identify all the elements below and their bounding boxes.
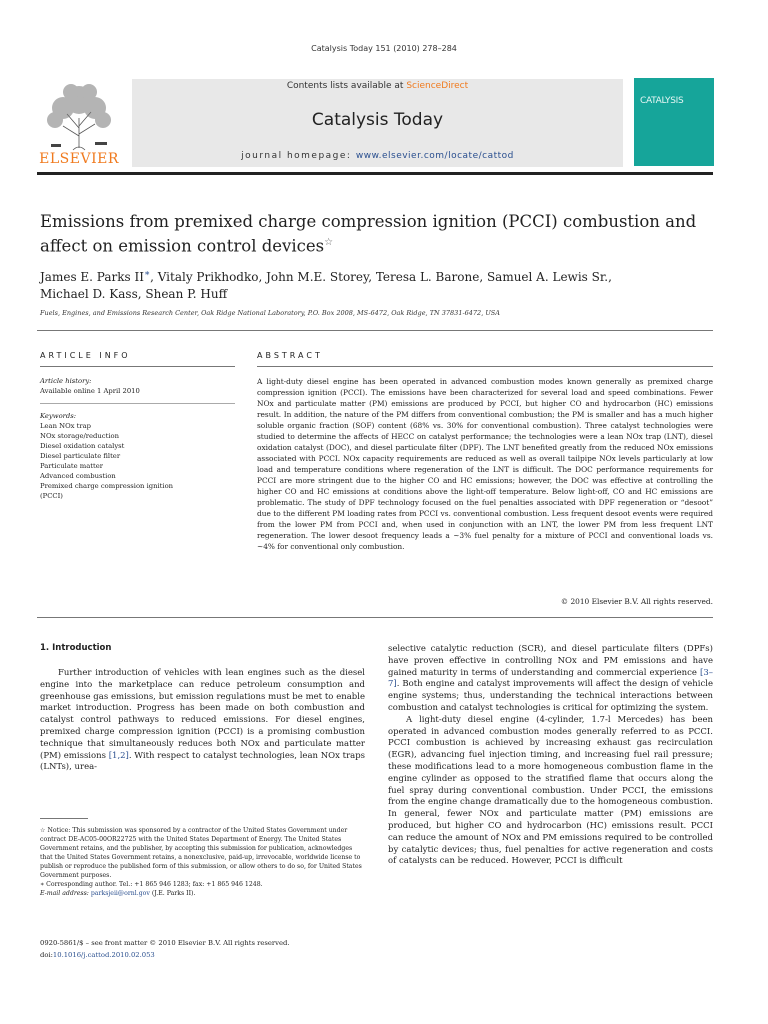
author-affiliation: Fuels, Engines, and Emissions Research Center, Oak Ridge National Laboratory, P.O. Box 2008, MS-6472, Oak Ridge, TN 37831-6472, USA (40, 309, 500, 317)
citation-ref-link[interactable]: [1,2] (108, 750, 129, 761)
email-label: E-mail address: (40, 890, 91, 897)
article-info-divider (40, 366, 235, 367)
header-divider (37, 172, 713, 175)
keyword-item: Premixed charge compression ignition (40, 482, 174, 490)
citation-ref-link[interactable]: [3–7] (388, 667, 713, 690)
keyword-item: Diesel oxidation catalyst (40, 442, 125, 450)
journal-cover-thumbnail (634, 78, 714, 166)
article-title (40, 211, 720, 257)
footnotes (40, 826, 365, 898)
doi-line (40, 949, 365, 961)
authors-line2: Michael D. Kass, Shean P. Huff (40, 287, 228, 301)
doi-label: doi: (40, 951, 53, 959)
keyword-item: Lean NOx trap (40, 422, 92, 430)
article-history-value: Available online 1 April 2010 (40, 387, 140, 395)
contents-availability (132, 81, 623, 91)
issn-doi-block (40, 937, 365, 961)
abstract-text: A light-duty diesel engine has been operated in advanced combustion modes known generally as premixed charge compression ignition (PCCI). The emissions have been characterized for several load and speed combinations. Fewer NOx and particulate matter (PM) emissions are produced by PCCI, but higher CO and hydrocarbon (HC) emissions result. In addition, the nature of the PM differs from conventional combustion; the PM is smaller and has a much higher soluble organic fraction (SOF) content (68% vs. 30% for conventional combustion). Three catalyst technologies were studied to determine the affects of HECC on catalyst performance; the technologies were a lean NOx trap (LNT), diesel oxidation catalyst (DOC), and diesel particulate filter (DPF). The LNT benefited greatly from the reduced NOx emissions associated with PCCI. NOx capacity requirements are reduced as well as overall tailpipe NOx levels particularly at low load and temperature conditions where regeneration of the LNT is difficult. The DOC performance requirements for PCCI are more stringent due to the higher CO and HC emissions; however, the DOC was effective at controlling the higher CO and HC emissions at conditions above the light-off temperature. Below light-off, CO and HC emissions are problematic. The study of DPF technology focused on the fuel penalties associated with DPF regeneration or “desoot” due to the different PM loading rates from PCCI vs. conventional combustion. Less frequent desoot events were required from the lower PM from PCCI and, when used in conjunction with an LNT, the lower PM from less frequent LNT regeneration. The lower desoot frequency leads a ~3% fuel penalty for a mixture of PCCI and conventional loads vs. ~4% for conventional only combustion. (257, 377, 713, 551)
intro-text-c: selective catalytic reduction (SCR), and diesel particulate filters (DPFs) have proven effective in controlling NOx and PM emissions and have gained maturity in terms of understanding and commercial experience (388, 644, 713, 678)
intro-paragraph-1 (40, 668, 365, 774)
intro-text-a: Further introduction of vehicles with lean engines such as the diesel engine into the marketplace can reduce petroleum consumption and greenhouse gas emissions, but emission regulations must be met to enable market introduction. Progress has been made on both combustion and catalyst control pathways to reduced emissions. For diesel engines, premixed charge compression ignition (PCCI) is a promising combustion technique that simultaneously reduces both NOx and particulate matter (PM) emissions (40, 668, 365, 761)
body-column-left (40, 668, 365, 774)
article-history-label: Article history: (40, 377, 92, 385)
intro-text-b: . With respect to catalyst technologies, lean NOx traps (LNTs), urea- (40, 750, 365, 773)
article-info-heading: ARTICLE INFO (40, 351, 131, 360)
introduction-heading: 1. Introduction (40, 643, 112, 653)
abstract-copyright: © 2010 Elsevier B.V. All rights reserved. (560, 597, 713, 606)
authors-rest: , Vitaly Prikhodko, John M.E. Storey, Teresa L. Barone, Samuel A. Lewis Sr., (150, 270, 612, 284)
sciencedirect-link[interactable]: ScienceDirect (406, 81, 469, 91)
email-footnote (40, 889, 365, 898)
keyword-item: Diesel particulate filter (40, 452, 121, 460)
keyword-item: Particulate matter (40, 462, 104, 470)
homepage-prefix: journal homepage: (241, 151, 356, 161)
doi-link[interactable]: 10.1016/j.cattod.2010.02.053 (52, 951, 155, 959)
abstract-divider (257, 366, 713, 367)
journal-citation: Catalysis Today 151 (2010) 278–284 (311, 44, 457, 53)
author-list (40, 266, 720, 303)
intro-text-d: . Both engine and catalyst improvements will affect the design of vehicle engine systems; thus, understanding the technical interactions between combustion and catalyst technologies is critical for optimizing the system. (388, 679, 713, 713)
author-primary[interactable]: James E. Parks II (40, 270, 144, 284)
abstract-bottom-divider (37, 617, 713, 618)
journal-name: Catalysis Today (311, 110, 444, 130)
corresponding-author-mark[interactable]: ∗ (143, 269, 151, 279)
homepage-link[interactable]: www.elsevier.com/locate/cattod (355, 151, 514, 161)
body-column-right (388, 644, 713, 868)
keyword-list (40, 421, 230, 501)
keyword-item: Advanced combustion (40, 472, 116, 480)
contents-prefix: Contents lists available at (286, 81, 407, 91)
issn-line: 0920-5861/$ – see front matter © 2010 Elsevier B.V. All rights reserved. (40, 939, 290, 947)
email-suffix: (J.E. Parks II). (149, 890, 196, 897)
intro-paragraph-2 (388, 644, 713, 715)
title-footnote-star-icon[interactable]: ☆ (324, 237, 334, 248)
email-link[interactable]: parksjeii@ornl.gov (90, 890, 150, 897)
journal-homepage (132, 151, 623, 161)
footnote-divider (40, 818, 88, 819)
affiliation-divider (37, 330, 713, 331)
publisher-name: ELSEVIER (39, 151, 119, 167)
notice-footnote: ☆ Notice: This submission was sponsored by a contractor of the United States Government under contract DE-AC05-00OR22725 with the United States Department of Energy. The United States Government retains, and the publisher, by accepting this submission for publication, acknowledges that the United States Government retains, a nonexclusive, paid-up, irrevocable, worldwide license to publish or reproduce the published form of this submission, or allow others to do so, for United States Government purposes. (40, 827, 362, 879)
history-divider (40, 403, 235, 404)
article-title-text: Emissions from premixed charge compression ignition (PCCI) combustion and affect on emission control devices (40, 212, 697, 256)
corresponding-author-footnote: ∗ Corresponding author. Tel.: +1 865 946 1283; fax: +1 865 946 1248. (40, 881, 263, 888)
journal-cover-title: CATALYSIS (640, 96, 684, 106)
keywords-label: Keywords: (40, 412, 77, 420)
intro-paragraph-3: A light-duty diesel engine (4-cylinder, 1.7-l Mercedes) has been operated in advanced combustion modes generally referred to as PCCI. PCCI combustion is achieved by increasing exhaust gas recirculation (EGR), advancing fuel injection timing, and increasing fuel rail pressure; these modifications lead to a more homogeneous combustion flame in the engine cylinder as opposed to the stratified flame that occurs along the fuel spray during conventional combustion. Under PCCI, the emissions from the engine change dramatically due to the homogeneous combustion. In general, fewer NOx and particulate matter (PM) emissions are produced, but higher CO and hydrocarbon (HC) emissions result. PCCI can reduce the amount of NOx and PM emissions required to be controlled by catalytic devices; thus, fuel penalties for active regeneration and costs of catalysts can be reduced. However, PCCI is difficult (388, 714, 713, 867)
keyword-item: NOx storage/reduction (40, 432, 119, 440)
keyword-item: (PCCI) (40, 492, 63, 500)
abstract-heading: ABSTRACT (257, 351, 323, 360)
